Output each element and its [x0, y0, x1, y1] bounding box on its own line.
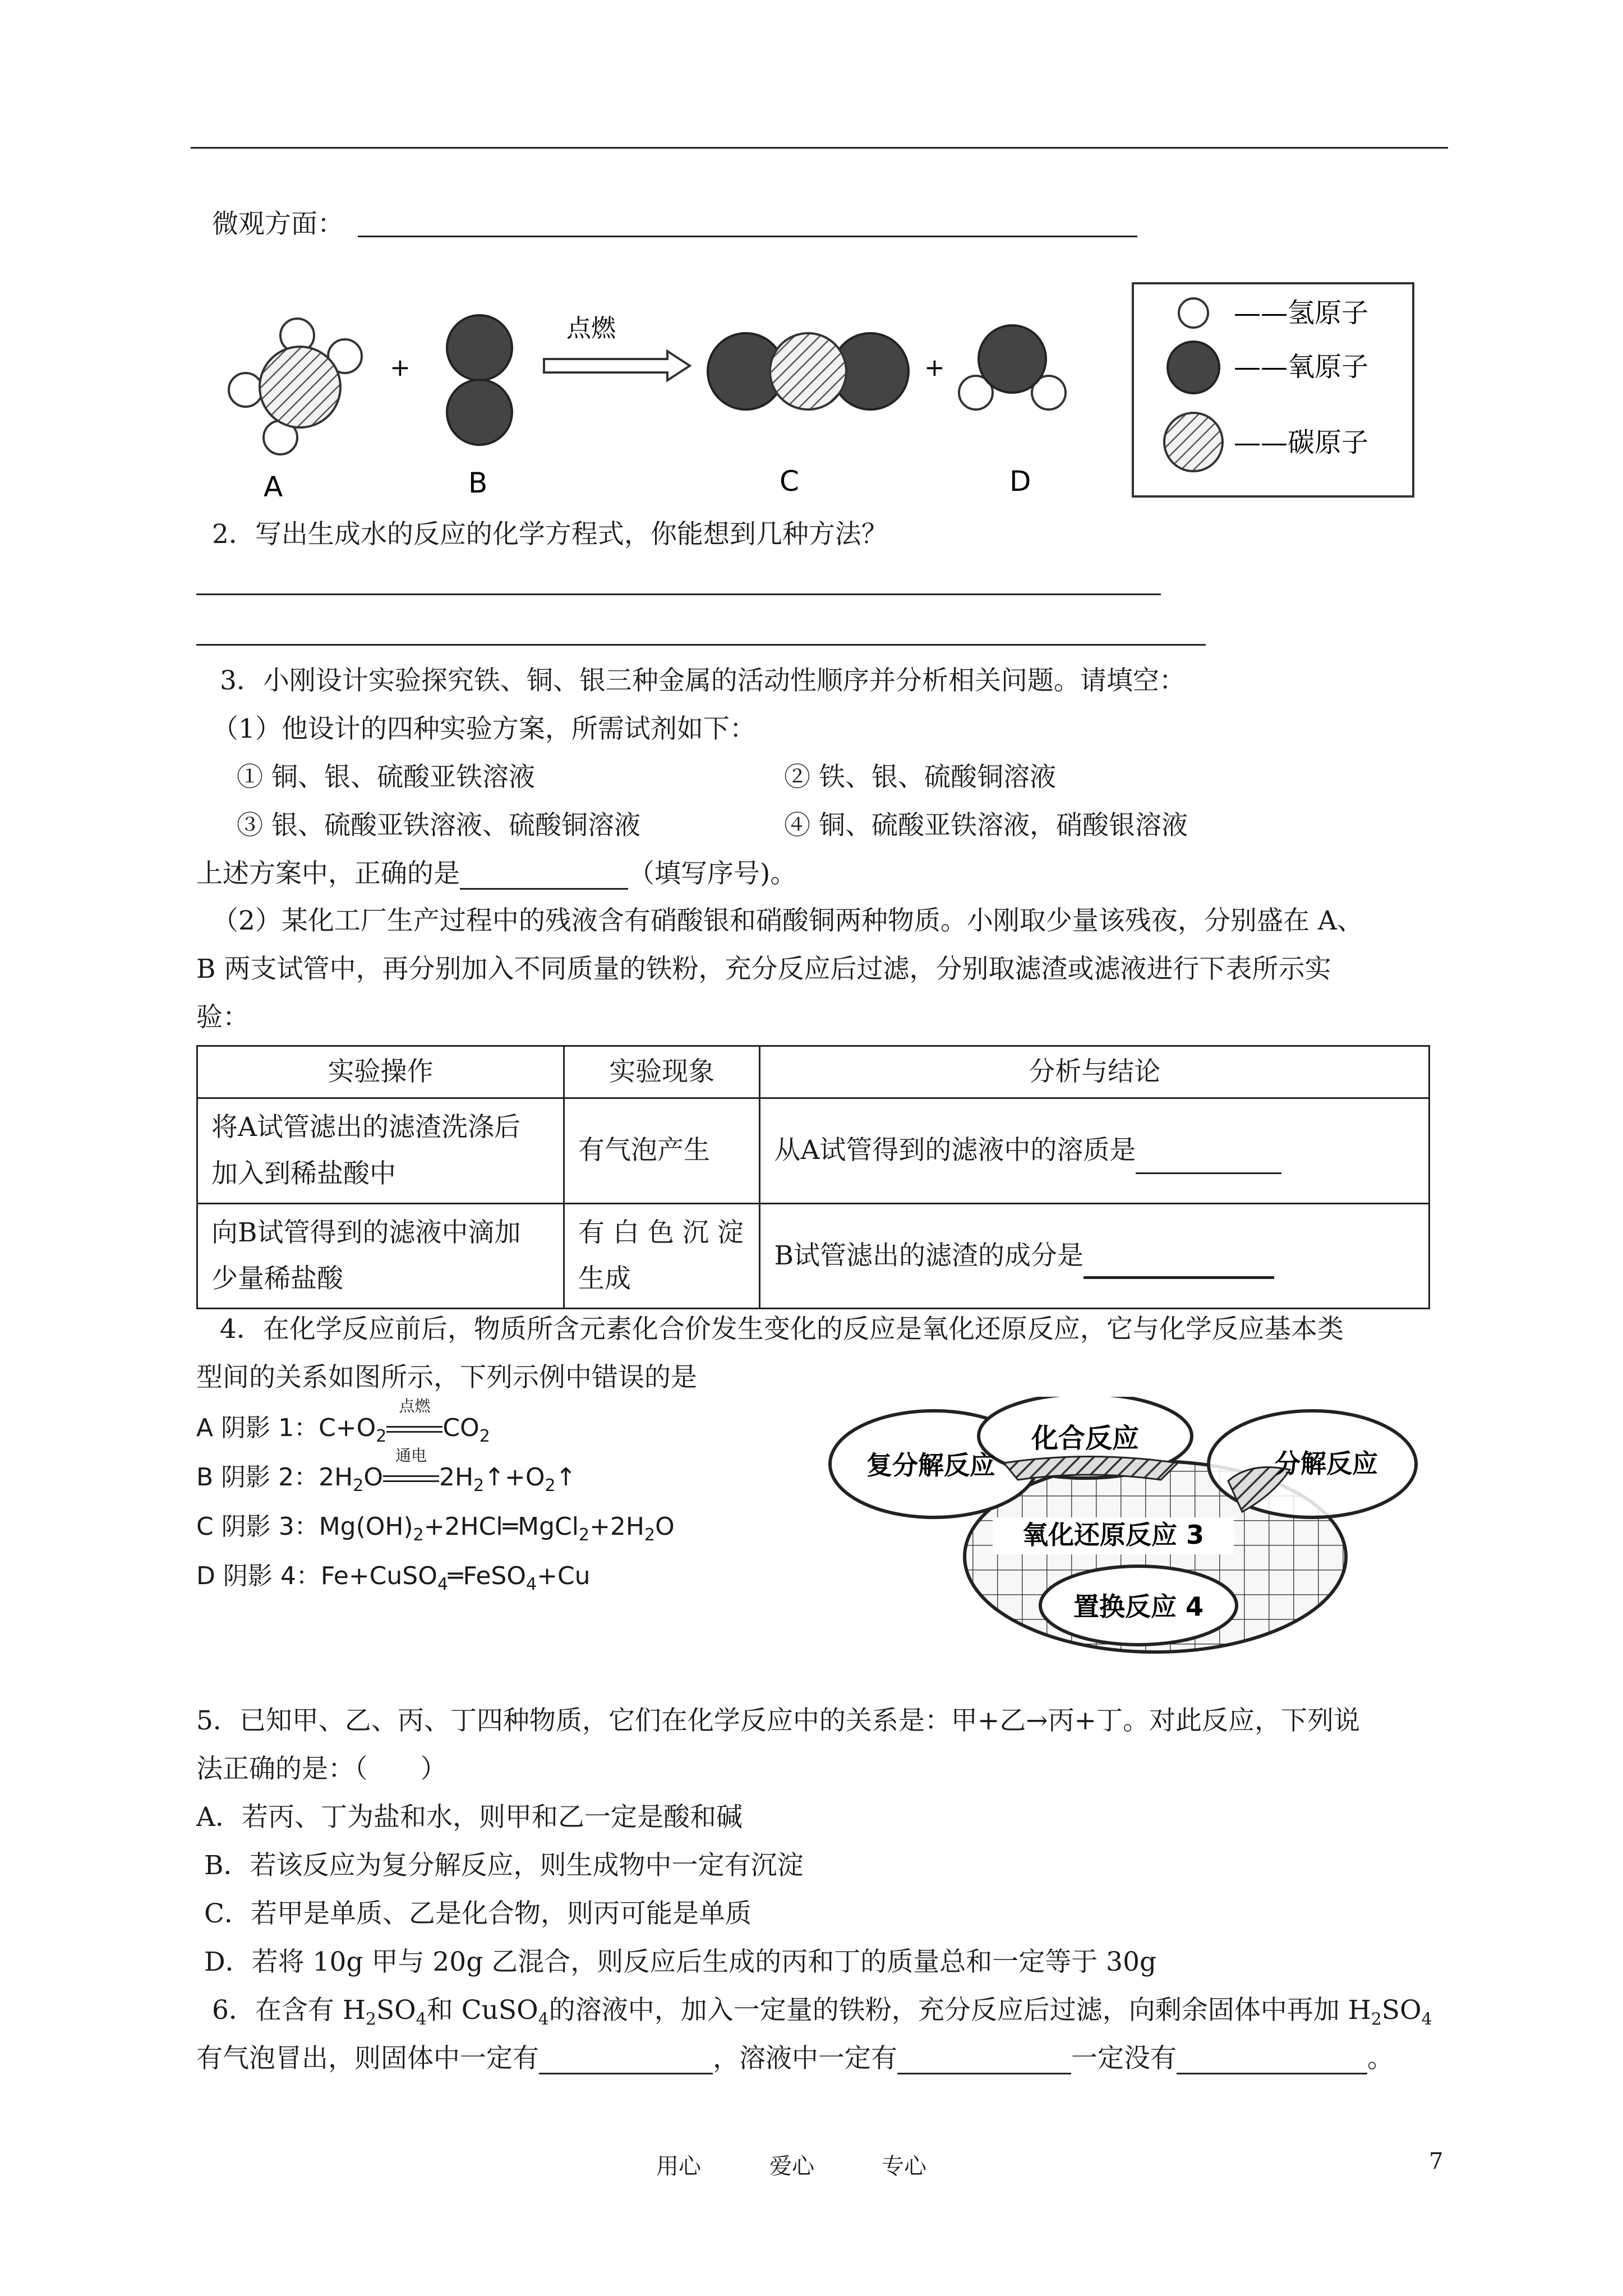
q2-answer-line-2 — [196, 644, 1206, 646]
row2-answer-blank[interactable] — [1083, 1254, 1274, 1279]
venn-label-double-decomposition: 复分解反应 — [866, 1450, 995, 1480]
label-a: A — [264, 471, 283, 503]
q3-option-3: ③ 银、硫酸亚铁溶液、硫酸铜溶液 — [237, 810, 640, 841]
table-row — [197, 1203, 1430, 1309]
oxygen-atom-icon — [1168, 342, 1219, 393]
atom-legend — [1133, 283, 1413, 496]
q3-intro: 3．小刚设计实验探究铁、铜、银三种金属的活动性顺序并分析相关问题。请填空： — [220, 665, 1186, 696]
venn-label-decomposition: 分解反应 — [1275, 1448, 1378, 1479]
q5-option-d: D．若将 10g 甲与 20g 乙混合，则反应后生成的丙和丁的质量总和一定等于 30g — [204, 1947, 1157, 1977]
venn-label-displacement: 置换反应 4 — [1073, 1591, 1204, 1622]
plus-sign-2: + — [924, 353, 945, 382]
row1-conclusion: 从A试管得到的滤液中的溶质是 — [760, 1098, 1430, 1204]
q3-answer-suffix: （填写序号)。 — [628, 858, 797, 889]
q3-answer-line — [196, 858, 796, 890]
row2-observation: 有 白 色 沉 淀 生成 — [564, 1203, 760, 1309]
q5-option-a: A．若丙、丁为盐和水，则甲和乙一定是酸和碱 — [196, 1802, 743, 1833]
molecule-d-water — [959, 325, 1066, 409]
q4-option-c: C 阴影 3：$Mg(OH)_2+2HCl═MgCl_2+2H_2O$ — [196, 1512, 675, 1545]
micro-label: 微观方面： — [212, 209, 344, 240]
label-c: C — [780, 465, 799, 498]
q3-part2-line-3: 验： — [196, 1002, 249, 1033]
label-d: D — [1009, 465, 1031, 498]
arrow-label: 点燃 — [566, 314, 616, 343]
label-b: B — [468, 467, 488, 499]
row2-operation: 向B试管得到的滤液中滴加 少量稀盐酸 — [197, 1203, 564, 1309]
molecule-a-methane — [229, 319, 362, 454]
carbon-atom-icon — [1164, 413, 1223, 471]
reaction-type-venn-diagram — [824, 1397, 1441, 1660]
q3-part2-line-2: B 两支试管中，再分别加入不同质量的铁粉，充分反应后过滤，分别取滤渣或滤液进行下表所示实 — [196, 954, 1331, 984]
row2-conclusion: B试管滤出的滤渣的成分是 — [760, 1203, 1430, 1309]
reaction-arrow — [544, 314, 690, 380]
table-row — [197, 1098, 1430, 1204]
q6-line-1: 6．在含有 $H_2SO_4$和 CuSO$_4$的溶液中，加入一定量的铁粉，充分反应后过滤，向剩余固体中再加 $H_2SO_4$ — [212, 1995, 1432, 2030]
experiment-table — [196, 1045, 1430, 1309]
q5-line-2: 法正确的是：（ ） — [196, 1754, 447, 1784]
q3-part2-line-1: （2）某化工厂生产过程中的残液含有硝酸银和硝酸铜两种物质。小刚取少量该残夜，分别盛在 A、 — [212, 905, 1363, 936]
q6-blank-solution-has[interactable] — [897, 2050, 1071, 2074]
molecule-b-oxygen — [447, 315, 512, 445]
legend-hydrogen: ——氢原子 — [1234, 297, 1369, 329]
header-conclusion: 分析与结论 — [760, 1046, 1430, 1098]
row1-operation: 将A试管滤出的滤渣洗涤后 加入到稀盐酸中 — [197, 1098, 564, 1204]
footer-motto-2: 爱心 — [769, 2154, 814, 2179]
molecule-c-carbon-dioxide — [708, 333, 909, 409]
molecule-reaction-figure — [208, 275, 1441, 510]
q4-option-a: A 阴影 1：$C+O_2$ 点燃 $CO_2$ — [196, 1397, 490, 1446]
q3-option-2: ② 铁、银、硫酸铜溶液 — [784, 762, 1056, 793]
header-operation: 实验操作 — [197, 1046, 564, 1098]
table-header-row — [197, 1046, 1430, 1098]
page-number: 7 — [1429, 2148, 1444, 2174]
q4-line-2: 型间的关系如图所示，下列示例中错误的是 — [196, 1362, 697, 1393]
q2-text: 2．写出生成水的反应的化学方程式，你能想到几种方法？ — [212, 519, 888, 550]
header-observation: 实验现象 — [564, 1046, 760, 1098]
venn-label-combination: 化合反应 — [1031, 1423, 1140, 1454]
q2-answer-line-1 — [196, 593, 1161, 595]
q5-option-b: B．若该反应为复分解反应，则生成物中一定有沉淀 — [204, 1850, 804, 1881]
q3-answer-blank[interactable] — [460, 866, 628, 890]
q4-line-1: 4．在化学反应前后，物质所含元素化合价发生变化的反应是氧化还原反应，它与化学反应基本类 — [220, 1314, 1344, 1345]
footer-motto-1: 用心 — [656, 2154, 701, 2179]
q6-line-2: 有气泡冒出，则固体中一定有 ，溶液中一定有 一定没有 。 — [196, 2043, 1394, 2074]
q3-option-1: ① 铜、银、硫酸亚铁溶液 — [237, 762, 535, 793]
footer-motto-3: 专心 — [882, 2154, 926, 2179]
q3-option-4: ④ 铜、硫酸亚铁溶液，硝酸银溶液 — [784, 810, 1188, 841]
micro-answer-line — [358, 236, 1137, 237]
q3-answer-prefix: 上述方案中，正确的是 — [196, 858, 460, 889]
row1-answer-blank[interactable] — [1136, 1150, 1281, 1174]
plus-sign-1: + — [390, 353, 411, 382]
header-rule — [191, 147, 1448, 149]
q5-line-1: 5．已知甲、乙、丙、丁四种物质，它们在化学反应中的关系是：甲+乙→丙+丁。对此反应，下列说 — [196, 1705, 1361, 1736]
q4-option-b: B 阴影 2：$2H_2O$ 通电 $2H_2↑+O_2↑$ — [196, 1446, 577, 1496]
legend-carbon: ——碳原子 — [1234, 427, 1369, 458]
venn-label-redox: 氧化还原反应 3 — [1022, 1520, 1205, 1550]
q4-option-d: D 阴影 4：Fe+CuSO$_4$═FeSO$_4$+Cu — [196, 1562, 591, 1594]
q5-option-c: C．若甲是单质、乙是化合物，则丙可能是单质 — [204, 1898, 751, 1929]
hydrogen-atom-icon — [1179, 298, 1208, 328]
legend-oxygen: ——氧原子 — [1234, 351, 1369, 383]
q6-blank-solid[interactable] — [539, 2050, 713, 2074]
q6-blank-solution-not[interactable] — [1177, 2050, 1367, 2074]
q3-part1: （1）他设计的四种实验方案，所需试剂如下： — [212, 714, 756, 744]
row1-observation: 有气泡产生 — [564, 1098, 760, 1204]
